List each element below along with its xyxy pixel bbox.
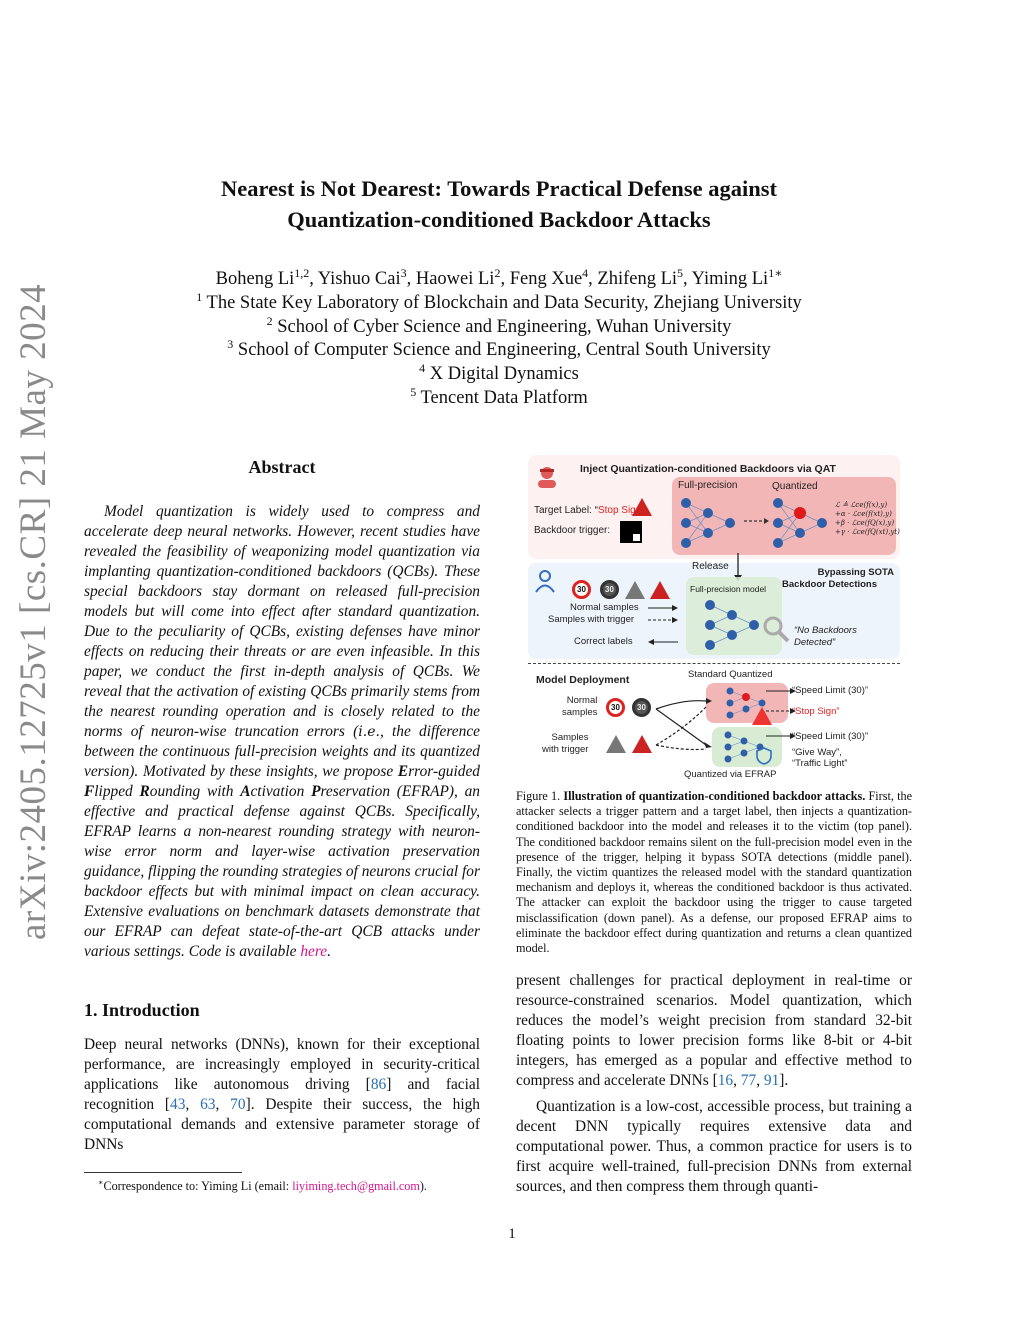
paper-title: [120, 173, 878, 235]
title-line-1: Nearest is Not Dearest: Towards Practical Defense against: [221, 176, 777, 201]
label-line: samples: [562, 707, 598, 718]
affil-sup: 4: [419, 361, 426, 376]
abstract-span: lipped: [94, 783, 140, 800]
label-line: with trigger: [542, 744, 589, 755]
affil-sup: 5: [410, 384, 417, 399]
magnifier-icon: [762, 615, 790, 643]
warning-sign-icon: [650, 581, 670, 599]
samples-with-trigger-label: Samples with trigger: [548, 614, 635, 625]
target-label-text: [534, 505, 645, 516]
give-way-sign-icon: [625, 581, 645, 599]
citation-link[interactable]: 16: [717, 1072, 734, 1089]
text-span: ,: [215, 1096, 231, 1113]
fig-text: Stop Sign: [597, 505, 642, 516]
user-icon: [534, 569, 556, 593]
abstract-span: ctivation: [250, 783, 312, 800]
speed-limit-output-2: “Speed Limit (30)”: [792, 731, 869, 742]
intro-paragraph: [84, 1035, 480, 1155]
code-link[interactable]: here: [300, 943, 328, 960]
standard-quantized-label: Standard Quantized: [688, 669, 773, 680]
speed-limit-trigger-sign-icon: 30: [632, 698, 651, 717]
speed-limit-sign-icon: 30: [606, 698, 625, 717]
author-name: Boheng Li: [215, 269, 295, 289]
loss-line: +α · ℒce(f(xt),y): [835, 510, 892, 518]
fig-text: ”: [641, 505, 645, 516]
clean-outputs: [792, 747, 847, 769]
loss-line: +γ · ℒce(fQ(xt),yt): [835, 528, 900, 536]
acronym-letter: F: [84, 783, 95, 800]
section-heading-introduction: 1. Introduction: [84, 1000, 200, 1020]
quote-line: Detected”: [794, 637, 836, 648]
author-affil: 4: [582, 265, 589, 280]
panel-divider: [528, 663, 900, 664]
author-affil: 5: [677, 265, 684, 280]
author-name: Zhifeng Li: [597, 269, 678, 289]
citation-link[interactable]: 86: [370, 1076, 387, 1093]
affiliation: [100, 313, 898, 340]
speed-limit-trigger-sign-icon: 30: [600, 580, 619, 599]
output-line: “Give Way”,: [792, 747, 842, 758]
abstract-span: ounding with: [149, 783, 241, 800]
trigger-pattern-icon: [620, 521, 642, 543]
text-span: ]. Despite their success, the high computational demands and extensive parameter storage of DNNs: [84, 1096, 480, 1153]
neural-network-pair-icon: [678, 493, 848, 553]
author-list: Boheng Li$^{1,2}$, Yishuo Cai$^3$, Haowei Li$^2$, Feng Xue$^4$, Zhifeng Li$^5$, Yiming $Li^{1∗}$: [215, 265, 783, 289]
footnote: [98, 1178, 427, 1194]
acronym-letter: R: [139, 783, 150, 800]
author-affil: 1∗: [768, 265, 783, 280]
title-line-2: Quantization-conditioned Backdoor Attacks: [287, 207, 711, 232]
acronym-letter: E: [397, 763, 409, 780]
left-column: [84, 455, 480, 1155]
citation-link[interactable]: 63: [200, 1096, 216, 1113]
author-affil: 3: [400, 265, 407, 280]
normal-samples-label-2: [562, 695, 597, 719]
affil-text: Tencent Data Platform: [420, 387, 588, 408]
abstract-span: i.e.: [358, 724, 380, 740]
abstract-span: , the difference between the continuous full-precision weights and its quantized version). Motivated by these insights, we propose: [84, 723, 480, 780]
abstract-span: .: [327, 943, 331, 960]
fig-text: Target Label: “: [534, 505, 598, 516]
stop-sign-output: “Stop Sign”: [792, 706, 840, 717]
author-name: Yiming Li: [691, 269, 769, 289]
author-block: [100, 265, 898, 411]
speed-limit-sign-icon: 30: [572, 580, 591, 599]
give-way-sign-icon: [606, 735, 626, 753]
citation-link[interactable]: 77: [740, 1072, 757, 1089]
speed-limit-output: “Speed Limit (30)”: [792, 685, 869, 696]
affiliation: [100, 289, 898, 316]
stop-sign-icon: [632, 498, 652, 516]
release-label: Release: [692, 561, 729, 572]
abstract-heading: Abstract: [248, 457, 316, 477]
affiliation: [100, 363, 898, 387]
io-arrows: [648, 603, 678, 647]
text-span: ].: [779, 1072, 789, 1089]
output-line: “Traffic Light”: [792, 758, 848, 769]
text-span: Deep neural networks (DNNs), known for their exceptional performance, are increasingly employed in security-critical applications like autonomous driving [: [84, 1036, 480, 1093]
traffic-light-sign-icon: [632, 735, 652, 753]
right-paragraph-1: [516, 971, 912, 1091]
loss-line: +β · ℒce(fQ(x),y): [835, 519, 895, 527]
author-affil: 1,2: [294, 265, 310, 280]
footnote-rule: [84, 1172, 242, 1173]
bypass-title: [814, 567, 894, 579]
abstract-span: rror-guided: [408, 763, 480, 780]
affil-sup: 1: [196, 289, 203, 304]
footnote-text: ).: [419, 1179, 427, 1194]
quote-line: “No Backdoors: [794, 625, 857, 636]
right-column-text: [516, 971, 912, 1197]
top-panel-title: Inject Quantization-conditioned Backdoors via QAT: [580, 463, 836, 475]
right-paragraph-2: Quantization is a low-cost, accessible process, but training a decent DNN typically requires extensive data and computational power. Thus, a common practice for users is to first acquire well-trained, full-precision DNNs from external sources, and then compress them through quanti-: [516, 1098, 912, 1195]
caption-text: First, the attacker selects a trigger pattern and a target label, then injects a quantization-conditioned backdoor into the model and releases it to the victim (top panel). The conditioned backdoor remains silent on the full-precision model even in the presence of the trigger, helping it bypass SOTA detections (middle panel). Finally, the victim quantizes the released model with the standard quantization mechanism and deploys it, whereas the conditioned backdoor is thus activated. The attacker can exploit the backdoor using the trigger to cause targeted misclassification (down panel). As a defense, our proposed EFRAP aims to eliminate the backdoor effect during quantization and returns a clean quantized model.: [516, 789, 912, 956]
fp-network-icon: [702, 597, 764, 653]
shield-icon: [756, 747, 772, 765]
efrap-label: Quantized via EFRAP: [684, 769, 777, 780]
affil-text: X Digital Dynamics: [429, 364, 579, 385]
email-link[interactable]: liyiming.tech@gmail.com: [292, 1179, 420, 1194]
backdoor-trigger-label: Backdoor trigger:: [534, 525, 611, 536]
no-backdoors-quote: [794, 625, 857, 649]
samples-with-trigger-label-2: [542, 732, 588, 756]
caption-prefix: Figure 1.: [516, 789, 564, 803]
text-span: present challenges for practical deployment in real-time or resource-constrained scenarios. Model quantization, which reduces the model’s weight precision from standard 32-bit floating points to lower precision forms like 8-bit or 4-bit integers, has emerged as a popular and effective method to compress and accelerate DNNs [: [516, 972, 912, 1089]
author-name: Haowei Li: [415, 269, 495, 289]
affil-text: School of Cyber Science and Engineering, Wuhan University: [277, 316, 732, 337]
text-span: ,: [733, 1072, 741, 1089]
deployment-arrows: [654, 689, 714, 759]
acronym-letter: A: [240, 783, 251, 800]
affiliation: [100, 339, 898, 363]
acronym-letter: P: [311, 783, 321, 800]
arxiv-identifier: arXiv:2405.12725v1 [cs.CR] 21 May 2024: [13, 283, 54, 940]
caption-bold: Illustration of quantization-conditioned backdoor attacks.: [563, 789, 866, 803]
deployment-title: Model Deployment: [536, 674, 630, 686]
quantized-label: Quantized: [772, 481, 818, 492]
citation-link[interactable]: 70: [230, 1096, 246, 1113]
citation-link[interactable]: 91: [763, 1072, 780, 1089]
label-line: Normal: [566, 695, 598, 706]
text-span: ,: [185, 1096, 201, 1113]
label-line: Samples: [551, 732, 589, 743]
footnote-mark: ∗: [98, 1178, 104, 1187]
loss-line: ℒ ≜ ℒce(f(x),y): [835, 501, 888, 509]
correct-labels-label: Correct labels: [574, 636, 633, 647]
page-number: 1: [508, 1226, 516, 1242]
affil-sup: 2: [266, 313, 273, 328]
affiliation: [100, 384, 898, 411]
normal-samples-label: Normal samples: [570, 602, 639, 613]
figure-caption: [516, 789, 912, 956]
abstract-span: Model quantization is widely used to compress and accelerate deep neural networks. However, recent studies have revealed the feasibility of weaponizing model quantization via implanting quantization-conditioned backdoors (QCBs). These special backdoors stay dormant on released full-precision models but will come into effect after standard quantization. Due to the peculiarity of QCBs, existing defenses have minor effects on reducing their threats or are even infeasible. In this paper, we conduct the first in-depth analysis of QCBs. We reveal that the activation of existing QCBs primarily stems from the nearest rounding operation and is closely related to the norms of neuron-wise truncation errors (: [84, 503, 480, 740]
text-span: ] and facial recognition [: [84, 1076, 480, 1113]
full-precision-label: Full-precision: [678, 480, 738, 491]
bypass-line: Bypassing SOTA: [817, 567, 894, 578]
citation-link[interactable]: 43: [170, 1096, 186, 1113]
fp-model-label: Full-precision model: [690, 584, 767, 594]
abstract-span: reservation (EFRAP), an effective and practical defense against QCBs. Specifically, EFRAP learns a non-nearest rounding strategy with neuron-wise error norm and layer-wise activation preservation guidance, flipping the rounding strategies of neurons crucial for backdoor effects but with minimal impact on clean accuracy. Extensive evaluations on benchmark datasets demonstrate that our EFRAP can defeat state-of-the-art QCB attacks under various settings. Code is available: [84, 783, 480, 960]
author-name: Feng Xue: [509, 269, 583, 289]
affil-text: School of Computer Science and Engineering, Central South University: [237, 340, 771, 361]
author-affil: 2: [494, 265, 501, 280]
loss-formula: [835, 501, 900, 537]
text-span: ,: [756, 1072, 764, 1089]
footnote-text: Correspondence to: Yiming Li (email:: [103, 1179, 293, 1194]
figure-1: [528, 455, 900, 785]
author-name: Yishuo Cai: [317, 269, 401, 289]
affil-sup: 3: [227, 337, 234, 352]
affil-text: The State Key Laboratory of Blockchain and Data Security, Zhejiang University: [206, 292, 802, 313]
abstract-text: [84, 502, 480, 962]
attacker-icon: [534, 463, 560, 489]
bypass-title-2: Backdoor Detections: [782, 579, 878, 590]
